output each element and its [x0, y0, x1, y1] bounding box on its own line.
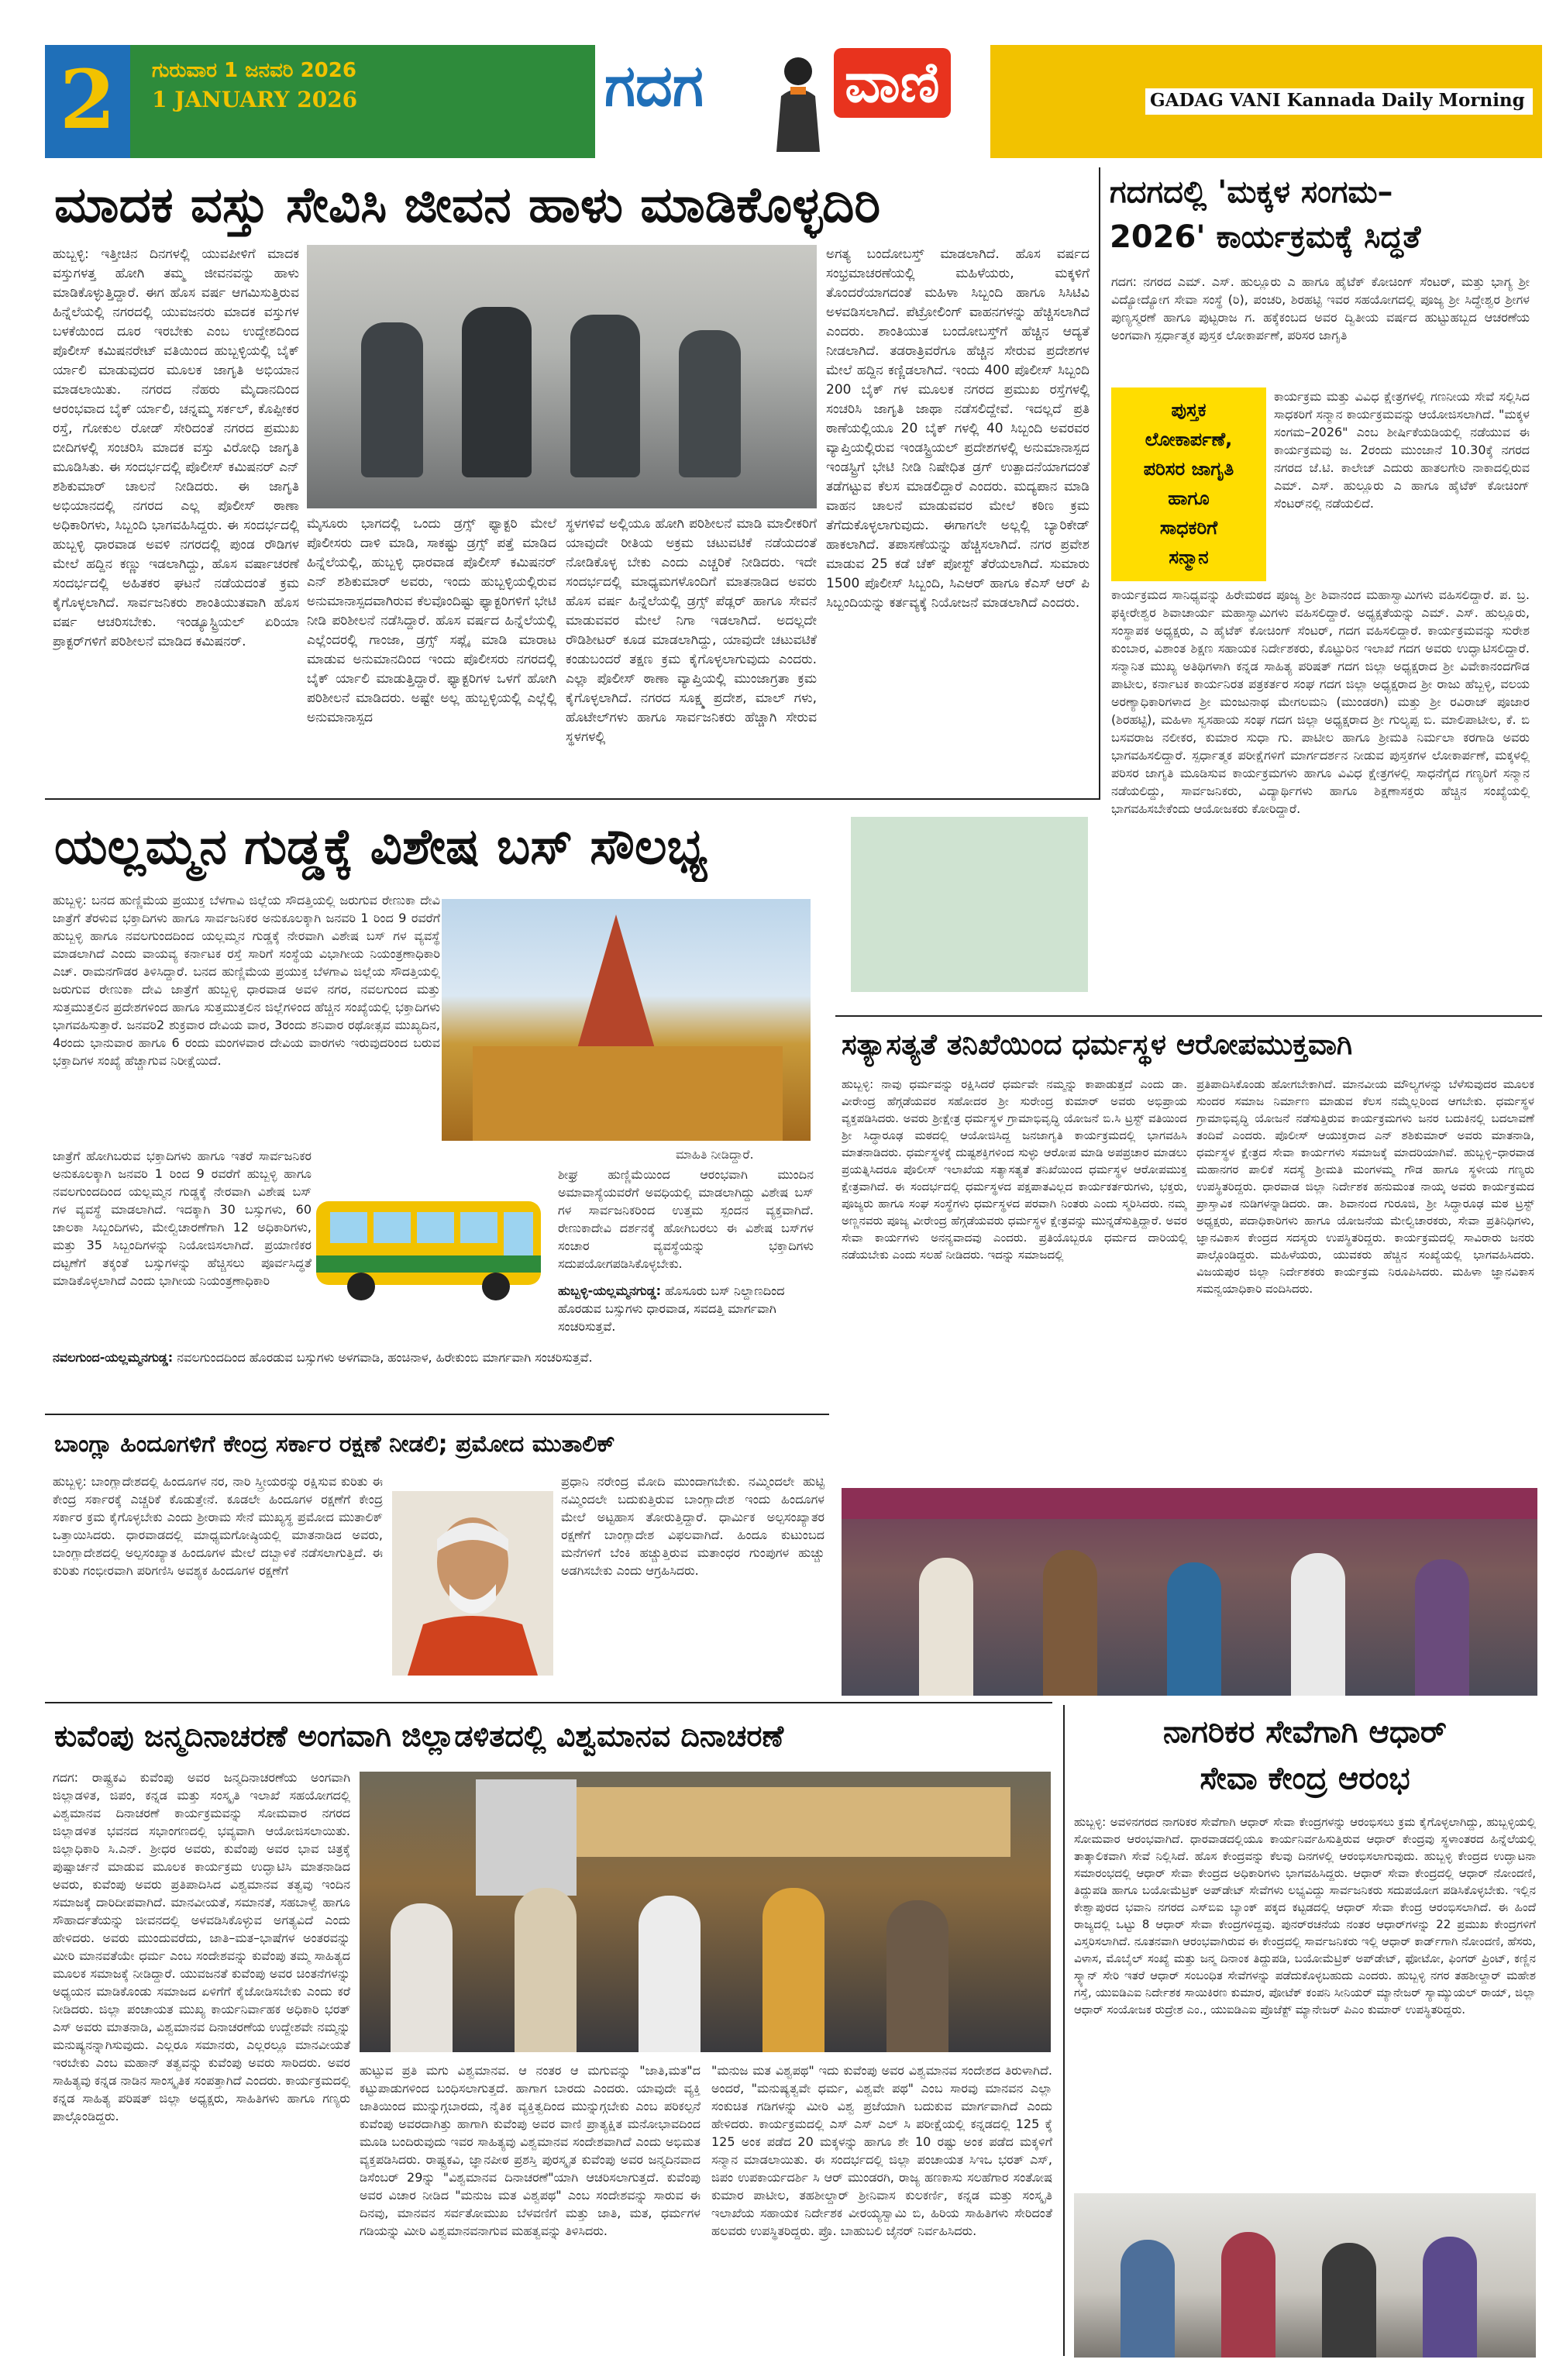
bus-illustration	[312, 1190, 549, 1308]
article5-portrait	[392, 1491, 553, 1676]
date-kannada: ಗುರುವಾರ 1 ಜನವರಿ 2026	[152, 59, 356, 82]
page-number-box	[45, 45, 130, 158]
article2-headline-line2: 2026' ಕಾರ್ಯಕ್ರಮಕ್ಕೆ ಸಿದ್ಧತೆ	[1110, 219, 1421, 255]
box-line: ಸಾಧಕರಿಗೆ	[1159, 517, 1218, 539]
person	[1415, 1559, 1469, 1696]
person	[1423, 2237, 1477, 2358]
bike-rider	[679, 330, 741, 477]
article1-headline: ಮಾದಕ ವಸ್ತು ಸೇವಿಸಿ ಜೀವನ ಹಾಳು ಮಾಡಿಕೊಳ್ಳದಿರಿ	[54, 177, 881, 234]
bike-rider	[570, 315, 640, 477]
section-rule	[45, 1702, 1052, 1703]
person	[1043, 1550, 1097, 1696]
article2-highlight-box	[1111, 387, 1266, 581]
article3-headline: ಯಲ್ಲಮ್ಮನ ಗುಡ್ಡಕ್ಕೆ ವಿಶೇಷ ಬಸ್ ಸೌಲಭ್ಯ	[54, 818, 708, 876]
article5-col1: ಹುಬ್ಬಳ್ಳಿ: ಬಾಂಗ್ಲಾದೇಶದಲ್ಲಿ ಹಿಂದೂಗಳ ನರ, ನಾರಿ ಸ್ತ್ರೀಯರನ್ನು ರಕ್ಷಿಸುವ ಕುರಿತು ಈ ಕೇಂದ್ರ ಸರ್ಕಾರಕ್ಕೆ ಎಚ್ಚರಿಕೆ ಕೊಡುತ್ತೇನೆ. ಕೂಡಲೇ ಹಿಂದೂಗಳ ರಕ್ಷಣೆಗೆ ಕೇಂದ್ರ ಸರ್ಕಾರ ಕ್ರಮ ಕೈಗೊಳ್ಳಬೇಕು ಎಂದು ಶ್ರೀರಾಮ ಸೇನೆ ಮುಖ್ಯಸ್ಥ ಪ್ರಮೋದ ಮುತಾಲಿಕ್ ಒತ್ತಾಯಿಸಿದರು. ಧಾರವಾಡದಲ್ಲಿ ಮಾಧ್ಯಮಗೋಷ್ಠಿಯಲ್ಲಿ ಮಾತನಾಡಿದ ಅವರು, ಬಾಂಗ್ಲಾದೇಶದಲ್ಲಿ ಅಲ್ಪಸಂಖ್ಯಾತ ಹಿಂದೂಗಳ ಮೇಲೆ ದಬ್ಬಾಳಿಕೆ ನಡೆಸಲಾಗುತ್ತಿದೆ. ಈ ಕುರಿತು ಗಂಭೀರವಾಗಿ ಪರಿಗಣಿಸಿ ಅವಶ್ಯಕ ಹಿಂದೂಗಳ ರಕ್ಷಣೆಗೆ	[53, 1474, 383, 1578]
article6-headline: ಕುವೆಂಪು ಜನ್ಮದಿನಾಚರಣೆ ಅಂಗವಾಗಿ ಜಿಲ್ಲಾಡಳಿತದಲ್ಲಿ ವಿಶ್ವಮಾನವ ದಿನಾಚರಣೆ	[54, 1719, 784, 1753]
paper-name: GADAG VANI Kannada Daily Morning	[1150, 90, 1525, 111]
route2-label: ನವಲಗುಂದ-ಯಲ್ಲಮ್ಮನಗುಡ್ಡ:	[53, 1350, 174, 1365]
article3-col1b: ಜಾತ್ರೆಗೆ ಹೋಗಿಬರುವ ಭಕ್ತಾದಿಗಳು ಹಾಗೂ ಇತರೆ ಸಾರ್ವಜನಿಕರ ಅನುಕೂಲಕ್ಕಾಗಿ ಜನವರಿ 1 ರಿಂದ 9 ರವರೆಗೆ ಹುಬ್ಬಳ್ಳಿ ಹಾಗೂ ನವಲಗುಂದದಿಂದ ಯಲ್ಲಮ್ಮನ ಗುಡ್ಡಕ್ಕೆ ನೇರವಾಗಿ ವಿಶೇಷ ಬಸ್ ಗಳ ವ್ಯವಸ್ಥೆ ಮಾಡಲಾಗಿದೆ. ಇದಕ್ಕಾಗಿ 30 ಬಸ್ಸುಗಳು, 60 ಚಾಲಕಾ ಸಿಬ್ಬಂದಿಗಳು, ಮೇಲ್ವಿಚಾರಣೆಗಾಗಿ 12 ಅಧಿಕಾರಿಗಳು, ಮತ್ತು 35 ಸಿಬ್ಬಂದಿಗಳನ್ನು ನಿಯೋಜಿಸಲಾಗಿದೆ. ಪ್ರಯಾಣಿಕರ ದಟ್ಟಣೆಗೆ ತಕ್ಕಂತೆ ಬಸ್ಸುಗಳನ್ನು ಹೆಚ್ಚಿಸಲು ಪೂರ್ವಸಿದ್ಧತೆ ಮಾಡಿಕೊಳ್ಳಲಾಗಿದೆ ಎಂದು ಭಾಗೀಯ ನಿಯಂತ್ರಣಾಧಿಕಾರಿ	[53, 1149, 312, 1288]
article4-photo	[842, 1488, 1537, 1696]
article4-col2: ಪ್ರತಿಪಾದಿಸಿಕೊಂಡು ಹೋಗಬೇಕಾಗಿದೆ. ಮಾನವೀಯ ಮೌಲ್ಯಗಳನ್ನು ಬೆಳೆಸುವುದರ ಮೂಲಕ ಸುಂದರ ಸಮಾಜ ನಿರ್ಮಾಣ ಮಾಡುವ ಕೆಲಸ ನಮ್ಮೆಲ್ಲರಿಂದ ಆಗಬೇಕು. ಧರ್ಮಸ್ಥಳ ಗ್ರಾಮಾಭಿವೃದ್ಧಿ ಯೋಜನೆ ನಡೆಸುತ್ತಿರುವ ಕಾರ್ಯಕ್ರಮಗಳು ಜನರ ಬದುಕಿನಲ್ಲಿ ಬದಲಾವಣೆ ತಂದಿವೆ ಎಂದರು. ಪೊಲೀಸ್ ಆಯುಕ್ತರಾದ ಎನ್ ಶಶಿಕುಮಾರ್ ಅವರು ಮಾತನಾಡಿ, ಧರ್ಮಸ್ಥಳ ಕ್ಷೇತ್ರದ ಸೇವಾ ಕಾರ್ಯಗಳು ಸಮಾಜಕ್ಕೆ ಮಾದರಿಯಾಗಿವೆ. ಹುಬ್ಬಳ್ಳಿ–ಧಾರವಾಡ ಮಹಾನಗರ ಪಾಲಿಕೆ ಸದಸ್ಯೆ ಶ್ರೀಮತಿ ಮಂಗಳಮ್ಮ ಗೌಡ ಹಾಗೂ ಸ್ಥಳೀಯ ಗಣ್ಯರು ಉಪಸ್ಥಿತರಿದ್ದರು. ಧಾರವಾಡ ಜಿಲ್ಲಾ ನಿರ್ದೇಶಕ ಹನುಮಂತ ನಾಯ್ಕ ಅವರು ಕಾರ್ಯಕ್ರಮದ ಪ್ರಾಸ್ತಾವಿಕ ನುಡಿಗಳನ್ನಾಡಿದರು. ಡಾ. ಶಿವಾನಂದ ಗುರೂಜಿ, ಶ್ರೀ ಸಿದ್ಧಾರೂಢ ಮಠ ಟ್ರಸ್ಟ್ ಅಧ್ಯಕ್ಷರು, ಪದಾಧಿಕಾರಿಗಳು ಹಾಗೂ ಯೋಜನೆಯ ಮೇಲ್ವಿಚಾರಕರು, ಸೇವಾ ಪ್ರತಿನಿಧಿಗಳು, ಜ್ಞಾನವಿಕಾಸ ಕೇಂದ್ರದ ಸದಸ್ಯರು ಉಪಸ್ಥಿತರಿದ್ದರು. ಕಾರ್ಯಕ್ರಮದಲ್ಲಿ ಸಾವಿರಾರು ಜನರು ಪಾಲ್ಗೊಂಡಿದ್ದರು. ಮಹಿಳೆಯರು, ಯುವಕರು ಹೆಚ್ಚಿನ ಸಂಖ್ಯೆಯಲ್ಲಿ ಭಾಗವಹಿಸಿದರು. ವಿಜಯಪುರ ಜಿಲ್ಲಾ ನಿರ್ದೇಶಕರು ಕಾರ್ಯಕ್ರಮ ನಿರೂಪಿಸಿದರು. ಮಹಿಳಾ ಜ್ಞಾನವಿಕಾಸ ಸಮನ್ವಯಾಧಿಕಾರಿ ವಂದಿಸಿದರು.	[1196, 1077, 1534, 1296]
masthead	[595, 45, 990, 158]
banner	[842, 1488, 1537, 1519]
article1-col2: ಮೈಸೂರು ಭಾಗದಲ್ಲಿ ಒಂದು ಡ್ರಗ್ಸ್ ಫ್ಯಾಕ್ಟರಿ ಮೇಲೆ ಪೊಲೀಸರು ದಾಳಿ ಮಾಡಿ, ಸಾಕಷ್ಟು ಡ್ರಗ್ಸ್ ಪತ್ತೆ ಮಾಡಿದ ಹಿನ್ನೆಲೆಯಲ್ಲಿ, ಹುಬ್ಬಳ್ಳಿ ಧಾರವಾಡ ಪೊಲೀಸ್ ಕಮಿಷನರ್ ಎನ್ ಶಶಿಕುಮಾರ್ ಅವರು, ಇಂದು ಹುಬ್ಬಳ್ಳಿಯಲ್ಲಿರುವ ಅನುಮಾನಾಸ್ಪದವಾಗಿರುವ ಕೆಲವೊಂದಿಷ್ಟು ಫ್ಯಾಕ್ಟರಿಗಳಿಗೆ ಭೇಟಿ ನೀಡಿ ಪರಿಶೀಲನೆ ನಡೆಸಿದ್ದಾರೆ. ಹೊಸ ವರ್ಷದ ಹಿನ್ನೆಲೆಯಲ್ಲಿ ಎಲ್ಲೆಂದರಲ್ಲಿ ಗಾಂಜಾ, ಡ್ರಗ್ಸ್ ಸಪ್ಲೈ ಮಾಡಿ ಮಾರಾಟ ಮಾಡುವ ಅನುಮಾನದಿಂದ ಇಂದು ಪೊಲೀಸರು ನಗರದಲ್ಲಿ ಬೈಕ್ ರ್ಯಾಲಿ ಮಾಡುತ್ತಿದ್ದಾರೆ. ಫ್ಯಾಕ್ಟರಿಗಳ ಒಳಗೆ ಹೋಗಿ ಪರಿಶೀಲನೆ ಮಾಡಿದರು. ಅಷ್ಟೇ ಅಲ್ಲ ಹುಬ್ಬಳ್ಳಿಯಲ್ಲಿ ಎಲ್ಲೆಲ್ಲಿ ಅನುಮಾನಾಸ್ಪದ	[307, 516, 556, 725]
masthead-left: ಗದಗ	[604, 53, 704, 119]
temple-tower	[573, 914, 659, 1062]
article3-col1: ಹುಬ್ಬಳ್ಳಿ: ಬನದ ಹುಣ್ಣಿಮೆಯ ಪ್ರಯುಕ್ತ ಬೆಳಗಾವಿ ಜಿಲ್ಲೆಯ ಸೌದತ್ತಿಯಲ್ಲಿ ಜರುಗುವ ರೇಣುಕಾ ದೇವಿ ಜಾತ್ರೆಗೆ ತೆರಳುವ ಭಕ್ತಾದಿಗಳು ಹಾಗೂ ಸಾರ್ವಜನಿಕರ ಅನುಕೂಲಕ್ಕಾಗಿ ಜನವರಿ 1 ರಿಂದ 9 ರವರೆಗೆ ಹುಬ್ಬಳ್ಳಿ ಹಾಗೂ ನವಲಗುಂದದಿಂದ ಯಲ್ಲಮ್ಮನ ಗುಡ್ಡಕ್ಕೆ ನೇರವಾಗಿ ವಿಶೇಷ ಬಸ್ ಗಳ ವ್ಯವಸ್ಥೆ ಮಾಡಲಾಗಿದೆ ಎಂದು ವಾಯವ್ಯ ಕರ್ನಾಟಕ ರಸ್ತೆ ಸಾರಿಗೆ ಸಂಸ್ಥೆಯ ವಿಭಾಗೀಯ ನಿಯಂತ್ರಣಾಧಿಕಾರಿ ಎಚ್. ರಾಮನಗೌಡರ ತಿಳಿಸಿದ್ದಾರೆ. ಬನದ ಹುಣ್ಣಿಮೆಯ ಪ್ರಯುಕ್ತ ಬೆಳಗಾವಿ ಜಿಲ್ಲೆಯ ಸೌದತ್ತಿಯಲ್ಲಿ ಜರುಗುವ ರೇಣುಕಾ ದೇವಿ ಜಾತ್ರೆಗೆ ಹುಬ್ಬಳ್ಳಿ ಧಾರವಾಡ ಅವಳಿ ನಗರ, ನವಲಗುಂದ ಮತ್ತು ಸುತ್ತಮುತ್ತಲಿನ ಪ್ರದೇಶಗಳಿಂದ ಹಾಗೂ ಸುತ್ತಮುತ್ತಲಿನ ಜಿಲ್ಲೆಗಳಿಂದ ಹೆಚ್ಚಿನ ಸಂಖ್ಯೆಯಲ್ಲಿ ಭಕ್ತಾದಿಗಳು ಭಾಗವಹಿಸುತ್ತಾರೆ. ಜನವರಿ2 ಶುಕ್ರವಾರ ದೇವಿಯ ವಾರ, 3ರಂದು ಶನಿವಾರ ರಥೋತ್ಸವ ಮುಖ್ಯದಿನ, 4ರಂದು ಭಾನುವಾರ ಹಾಗೂ 6 ರಂದು ಮಂಗಳವಾರ ದೇವಿಯ ವಾರಗಳು ಇರುವುದರಿಂದ ಬರುವ ಭಕ್ತಾದಿಗಳ ಸಂಖ್ಯೆ ಹೆಚ್ಚಾಗುವ ನಿರೀಕ್ಷೆಯಿದೆ.	[53, 893, 440, 1068]
article5-headline: ಬಾಂಗ್ಲಾ ಹಿಂದೂಗಳಿಗೆ ಕೇಂದ್ರ ಸರ್ಕಾರ ರಕ್ಷಣೆ ನೀಡಲಿ; ಪ್ರಮೋದ ಮುತಾಲಿಕ್	[54, 1431, 615, 1458]
portrait-frame	[476, 1779, 577, 1896]
person	[763, 1888, 824, 2052]
person	[919, 1558, 973, 1696]
article2-headline-line1: ಗದಗದಲ್ಲಿ 'ಮಕ್ಕಳ ಸಂಗಮ–	[1110, 174, 1393, 210]
article3-route2	[53, 1348, 814, 1387]
article6-photo	[360, 1772, 1051, 2052]
article1-photo	[307, 245, 817, 508]
article6-col3: "ಮನುಜ ಮತ ವಿಶ್ವಪಥ" ಇದು ಕುವೆಂಪು ಅವರ ವಿಶ್ವಮಾನವ ಸಂದೇಶದ ತಿರುಳಾಗಿದೆ. ಅಂದರೆ, "ಮನುಷ್ಯತ್ವವೇ ಧರ್ಮ, ವಿಶ್ವವೇ ಪಥ" ಎಂಬ ಸಾರವು ಮಾನವನ ಎಲ್ಲಾ ಸಂಕುಚಿತ ಗಡಿಗಳನ್ನು ಮೀರಿ ವಿಶ್ವ ಪ್ರಜೆಯಾಗಿ ಬದುಕುವ ಮಾರ್ಗವಾಗಿದೆ ಎಂದು ಹೇಳಿದರು. ಕಾರ್ಯಕ್ರಮದಲ್ಲಿ ಎಸ್ ಎಸ್ ಎಲ್ ಸಿ ಪರೀಕ್ಷೆಯಲ್ಲಿ ಕನ್ನಡದಲ್ಲಿ 125 ಕ್ಕೆ 125 ಅಂಕ ಪಡೆದ 20 ಮಕ್ಕಳನ್ನು ಹಾಗೂ ಶೇ 10 ರಷ್ಟು ಅಂಕ ಪಡೆದ ಮಕ್ಕಳಿಗೆ ಸನ್ಮಾನ ಮಾಡಲಾಯಿತು. ಈ ಸಂದರ್ಭದಲ್ಲಿ ಜಿಲ್ಲಾ ಪಂಚಾಯತ ಸಿಇಒ ಭರತ್ ಎಸ್, ಜಿಪಂ ಉಪಕಾರ್ಯದರ್ಶಿ ಸಿ ಆರ್ ಮುಂಡರಗಿ, ರಾಜ್ಯ ಹಣಕಾಸು ಸಲಹೆಗಾರ ಸಂತೋಷ ಕುಮಾರ ಪಾಟೀಲ, ತಹಶೀಲ್ದಾರ್ ಶ್ರೀನಿವಾಸ ಕುಲಕರ್ಣಿ, ಕನ್ನಡ ಮತ್ತು ಸಂಸ್ಕೃತಿ ಇಲಾಖೆಯ ಸಹಾಯಕ ನಿರ್ದೇಶಕ ವೀರಯ್ಯಸ್ವಾಮಿ ಬಿ, ಹಿರಿಯ ಸಾಹಿತಿಗಳು ಸೇರಿದಂತೆ ಹಲವರು ಉಪಸ್ಥಿತರಿದ್ದರು. ಪ್ರೊ. ಬಾಹುಬಲಿ ಜೈನರ್ ನಿರ್ವಹಿಸಿದರು.	[711, 2063, 1052, 2238]
paper-name-box	[990, 45, 1542, 158]
column-divider	[1063, 1705, 1065, 2356]
ad-placeholder	[851, 817, 1088, 992]
article3-temple-photo	[442, 899, 811, 1141]
page-header	[45, 45, 1542, 158]
box-line: ಪರಿಸರ ಜಾಗೃತಿ	[1143, 458, 1234, 480]
person	[391, 1903, 453, 2052]
masthead-right: ವಾಣಿ	[834, 48, 951, 118]
route1-label: ಹುಬ್ಬಳ್ಳಿ-ಯಲ್ಲಮ್ಮನಗುಡ್ಡ:	[558, 1283, 662, 1298]
box-line: ಪುಸ್ತಕ	[1171, 399, 1207, 421]
person	[1167, 1562, 1221, 1696]
article3-route1	[558, 1282, 814, 1339]
article1-col1: ಹುಬ್ಬಳ್ಳಿ: ಇತ್ತೀಚಿನ ದಿನಗಳಲ್ಲಿ ಯುವಪೀಳಿಗೆ ಮಾದಕ ವಸ್ತುಗಳತ್ತ ಹೋಗಿ ತಮ್ಮ ಜೀವನವನ್ನು ಹಾಳು ಮಾಡಿಕೊಳ್ಳುತ್ತಿದ್ದಾರೆ. ಈಗ ಹೊಸ ವರ್ಷ ಆಗಮಿಸುತ್ತಿರುವ ಹಿನ್ನೆಲೆಯಲ್ಲಿ ನಗರದಲ್ಲಿ ಯುವಜನರು ಮಾದಕ ವಸ್ತುಗಳ ಬಳಕೆಯಿಂದ ದೂರ ಇರಬೇಕು ಎಂಬ ಉದ್ದೇಶದಿಂದ ಪೊಲೀಸ್ ಕಮಿಷನರೇಟ್ ವತಿಯಿಂದ ಹುಬ್ಬಳ್ಳಿಯಲ್ಲಿ ಬೈಕ್ ರ್ಯಾಲಿ ಮಾಡುವುದರ ಮೂಲಕ ಜಾಗೃತಿ ಅಭಿಯಾನ ಮಾಡಲಾಯಿತು. ನಗರದ ನೆಹರು ಮೈದಾನದಿಂದ ಆರಂಭವಾದ ಬೈಕ್ ರ್ಯಾಲಿ, ಚನ್ನಮ್ಮ ಸರ್ಕಲ್, ಕೊಪ್ಪೀಕರ ರಸ್ತೆ, ಗೋಕುಲ ರೋಡ್ ಸೇರಿದಂತೆ ನಗರದ ಪ್ರಮುಖ ಬೀದಿಗಳಲ್ಲಿ ಸಂಚರಿಸಿ ಮಾದಕ ವಸ್ತು ವಿರೋಧಿ ಜಾಗೃತಿ ಮೂಡಿಸಿತು. ಈ ಸಂದರ್ಭದಲ್ಲಿ ಪೊಲೀಸ್ ಕಮಿಷನರ್ ಎನ್ ಶಶಿಕುಮಾರ್ ಚಾಲನೆ ನೀಡಿದರು. ಈ ಜಾಗೃತಿ ಅಭಿಯಾನದಲ್ಲಿ ನಗರದ ಎಲ್ಲ ಪೊಲೀಸ್ ಠಾಣಾ ಅಧಿಕಾರಿಗಳು, ಸಿಬ್ಬಂದಿ ಭಾಗವಹಿಸಿದ್ದರು. ಈ ಸಂದರ್ಭದಲ್ಲಿ ಹುಬ್ಬಳ್ಳಿ ಧಾರವಾಡ ಅವಳಿ ನಗರದಲ್ಲಿ ಪುಂಡ ರೌಡಿಗಳ ಮೇಲೆ ಹದ್ದಿನ ಕಣ್ಣು ಇಡಲಾಗಿದ್ದು, ಹೊಸ ವರ್ಷಾಚರಣೆ ಸಂದರ್ಭದಲ್ಲಿ ಅಹಿತಕರ ಘಟನೆ ನಡೆಯದಂತೆ ಕ್ರಮ ಕೈಗೊಳ್ಳಲಾಗಿದೆ. ಸಾರ್ವಜನಿಕರು ಶಾಂತಿಯುತವಾಗಿ ಹೊಸ ವರ್ಷ ಆಚರಿಸಬೇಕು. ಇಂಡ್ಯೂಸ್ಟ್ರಿಯಲ್ ಏರಿಯಾ ಪ್ರಾಕ್ಟರ್‌ಗಳಿಗೆ ಪರಿಶೀಲನೆ ಮಾಡಿದ ಕಮಿಷನರ್.	[53, 246, 299, 649]
article6-col1: ಗದಗ: ರಾಷ್ಟ್ರಕವಿ ಕುವೆಂಪು ಅವರ ಜನ್ಮದಿನಾಚರಣೆಯ ಅಂಗವಾಗಿ ಜಿಲ್ಲಾಡಳಿತ, ಜಿಪಂ, ಕನ್ನಡ ಮತ್ತು ಸಂಸ್ಕೃತಿ ಇಲಾಖೆ ಸಹಯೋಗದಲ್ಲಿ ವಿಶ್ವಮಾನವ ದಿನಾಚರಣೆ ಕಾರ್ಯಕ್ರಮವನ್ನು ಸೋಮವಾರ ನಗರದ ಜಿಲ್ಲಾಡಳಿತ ಭವನದ ಸಭಾಂಗಣದಲ್ಲಿ ಭವ್ಯವಾಗಿ ಆಯೋಜಿಸಲಾಯಿತು. ಜಿಲ್ಲಾಧಿಕಾರಿ ಸಿ.ಎನ್. ಶ್ರೀಧರ ಅವರು, ಕುವೆಂಪು ಅವರ ಭಾವ ಚಿತ್ರಕ್ಕೆ ಪುಷ್ಪಾರ್ಚನೆ ಮಾಡುವ ಮೂಲಕ ಕಾರ್ಯಕ್ರಮ ಉದ್ಘಾಟಿಸಿ ಮಾತನಾಡಿದ ಅವರು, ಕುವೆಂಪು ಅವರು ಪ್ರತಿಪಾದಿಸಿದ ವಿಶ್ವಮಾನವ ತತ್ವವು ಇಂದಿನ ಸಮಾಜಕ್ಕೆ ದಾರಿದೀಪವಾಗಿದೆ. ಮಾನವೀಯತೆ, ಸಮಾನತೆ, ಸಹಬಾಳ್ವೆ ಹಾಗೂ ಸೌಹಾರ್ದತೆಯನ್ನು ಜೀವನದಲ್ಲಿ ಅಳವಡಿಸಿಕೊಳ್ಳುವ ಅಗತ್ಯವಿದೆ ಎಂದು ಹೇಳಿದರು. ಅವರು ಮುಂದುವರೆದು, ಜಾತಿ–ಮತ–ಭಾಷೆಗಳ ಅಂತರವನ್ನು ಮೀರಿ ಮಾನವತೆಯೇ ಧರ್ಮ ಎಂಬ ಸಂದೇಶವನ್ನು ಕುವೆಂಪು ತಮ್ಮ ಸಾಹಿತ್ಯದ ಮೂಲಕ ಸಮಾಜಕ್ಕೆ ನೀಡಿದ್ದಾರೆ. ಯುವಜನತೆ ಕುವೆಂಪು ಅವರ ಚಿಂತನೆಗಳನ್ನು ಅಧ್ಯಯನ ಮಾಡಿಕೊಂಡು ಸಮಾಜದ ಏಳಿಗೆಗೆ ಕೈಜೋಡಿಸಬೇಕು ಎಂದು ಕರೆ ನೀಡಿದರು. ಜಿಲ್ಲಾ ಪಂಚಾಯತ ಮುಖ್ಯ ಕಾರ್ಯನಿರ್ವಾಹಕ ಅಧಿಕಾರಿ ಭರತ್ ಎಸ್ ಅವರು ಮಾತನಾಡಿ, ವಿಶ್ವಮಾನವ ದಿನಾಚರಣೆಯ ಉದ್ದೇಶವೇ ನಮ್ಮನ್ನು ಮನುಷ್ಯನನ್ನಾಗಿಸುವುದು. ಎಲ್ಲರೂ ಸಮಾನರು, ಎಲ್ಲರಲ್ಲೂ ಮಾನವೀಯತೆ ಇರಬೇಕು ಎಂಬ ಮಹಾನ್ ತತ್ವವನ್ನು ಕುವೆಂಪು ಅವರು ಸಾರಿದರು. ಅವರ ಸಾಹಿತ್ಯವು ಕನ್ನಡ ನಾಡಿನ ಸಾಂಸ್ಕೃತಿಕ ಸಂಪತ್ತಾಗಿದೆ ಎಂದರು. ಕಾರ್ಯಕ್ರಮದಲ್ಲಿ ಕನ್ನಡ ಸಾಹಿತ್ಯ ಪರಿಷತ್ ಜಿಲ್ಲಾ ಅಧ್ಯಕ್ಷರು, ಸಾಹಿತಿಗಳು ಹಾಗೂ ಗಣ್ಯರು ಪಾಲ್ಗೊಂಡಿದ್ದರು.	[53, 1770, 350, 2123]
banner	[577, 1787, 1010, 1857]
portrait-icon	[392, 1491, 553, 1676]
article3-photo-caption: ಮಾಹಿತಿ ನೀಡಿದ್ದಾರೆ.	[676, 1147, 754, 1162]
article4-headline: ಸತ್ಯಾಸತ್ಯತೆ ತನಿಖೆಯಿಂದ ಧರ್ಮಸ್ಥಳ ಆರೋಪಮುಕ್ತವಾಗಿ	[842, 1028, 1353, 1061]
box-line: ಹಾಗೂ	[1168, 487, 1210, 509]
bike-rider	[361, 322, 423, 477]
article2-body: ಕಾರ್ಯಕ್ರಮದ ಸಾನಿಧ್ಯವನ್ನು ಹಿರೇಮಠದ ಪೂಜ್ಯ ಶ್ರೀ ಶಿವಾನಂದ ಮಹಾಸ್ವಾಮಿಗಳು ವಹಿಸಲಿದ್ದಾರೆ. ಪ. ಬ್ರ. ಫಕ್ಕೀರೇಶ್ವರ ಶಿವಾಚಾರ್ಯ ಮಹಾಸ್ವಾಮಿಗಳು ವಹಿಸಲಿದ್ದಾರೆ. ಅಧ್ಯಕ್ಷತೆಯನ್ನು ಎಮ್. ಎಸ್. ಹುಲ್ಲೂರು, ಸಂಸ್ಥಾಪಕ ಅಧ್ಯಕ್ಷರು, ಎ ಹೈಟೆಕ್ ಕೋಚಿಂಗ್ ಸೆಂಟರ್, ಗದಗ ವಹಿಸಲಿದ್ದಾರೆ. ಕಾರ್ಯಕ್ರಮವನ್ನು ಸುರೇಶ ಕುಂಬಾರ, ವಿಶಾಂತ ಶಿಕ್ಷಣ ಸಹಾಯಕ ನಿರ್ದೇಶಕರು, ಕೊಟ್ಟುರಿನ ಇಲಾಖೆ ಗದಗ ಅವರು ಉದ್ಘಾಟಿಸಲಿದ್ದಾರೆ. ಸನ್ಮಾನಿತ ಮುಖ್ಯ ಅತಿಥಿಗಳಾಗಿ ಕನ್ನಡ ಸಾಹಿತ್ಯ ಪರಿಷತ್ ಗದಗ ಜಿಲ್ಲಾ ಅಧ್ಯಕ್ಷರಾದ ಶ್ರೀ ವಿವೇಕಾನಂದಗೌಡ ಪಾಟೀಲ, ಕರ್ನಾಟಕ ಕಾರ್ಯನಿರತ ಪತ್ರಕರ್ತರ ಸಂಘ ಗದಗ ಜಿಲ್ಲಾ ಅಧ್ಯಕ್ಷರಾದ ಶ್ರೀ ರಾಜು ಹೆಬ್ಬಳ್ಳಿ, ವಲಯ ಅರಣ್ಯಾಧಿಕಾರಿಗಳಾದ ಶ್ರೀ ಮಂಜುನಾಥ ಮೇಗಲಮನಿ (ಮುಂಡರಗಿ) ಮತ್ತು ಶ್ರೀ ರವಿರಾಜ್ ಪೂಜಾರ (ಶಿರಹಟ್ಟಿ), ಮಹಿಳಾ ಸ್ವಸಹಾಯ ಸಂಘ ಗದಗ ಜಿಲ್ಲಾ ಅಧ್ಯಕ್ಷರಾದ ಶ್ರೀ ಗುಲ್ಯಪ್ಪ ಬಿ. ಮಾಲಿಪಾಟೀಲ, ಕೆ. ಬಿ ಬಸವರಾಜ ನಲೀಕರ, ಕುಮಾರ ಸುಧಾ ಗು. ಪಾಟೀಲ ಹಾಗೂ ಶ್ರೀಮತಿ ನಿರ್ಮಲಾ ಕರಗಾಡಿ ಅವರು ಭಾಗವಹಿಸಲಿದ್ದಾರೆ. ಸ್ಪರ್ಧಾತ್ಮಕ ಪರೀಕ್ಷೆಗಳಿಗೆ ಮಾರ್ಗದರ್ಶನ ನೀಡುವ ಪುಸ್ತಕಗಳ ಲೋಕಾರ್ಪಣೆ, ಮಕ್ಕಳಲ್ಲಿ ಪರಿಸರ ಜಾಗೃತಿ ಮೂಡಿಸುವ ಕಾರ್ಯಕ್ರಮಗಳು ಹಾಗೂ ವಿವಿಧ ಕ್ಷೇತ್ರಗಳಲ್ಲಿ ಸಾಧನೆಗೈದ ಗಣ್ಯರಿಗೆ ಸನ್ಮಾನ ನಡೆಯಲಿದ್ದು, ಸಾರ್ವಜನಿಕರು, ವಿದ್ಯಾರ್ಥಿಗಳು ಹಾಗೂ ಶಿಕ್ಷಣಾಸಕ್ತರು ಹೆಚ್ಚಿನ ಸಂಖ್ಯೆಯಲ್ಲಿ ಭಾಗವಹಿಸಬೇಕೆಂದು ಆಯೋಜಕರು ಕೋರಿದ್ದಾರೆ.	[1111, 587, 1530, 816]
date-box	[130, 45, 595, 158]
section-rule	[45, 798, 1100, 800]
person	[886, 1900, 948, 2052]
article2-intro: ಗದಗ: ನಗರದ ಎಮ್. ಎಸ್. ಹುಲ್ಲೂರು ಎ ಹಾಗೂ ಹೈಟೆಕ್ ಕೋಚಿಂಗ್ ಸೆಂಟರ್, ಮತ್ತು ಭಾಗ್ಯ ಶ್ರೀ ವಿದ್ಯೋದ್ಯೋಗ ಸೇವಾ ಸಂಸ್ಥೆ (ರಿ), ಪಂಚರಿ, ಶಿರಹಟ್ಟಿ ಇವರ ಸಹಯೋಗದಲ್ಲಿ ಪೂಜ್ಯ ಶ್ರೀ ಸಿದ್ಧೇಶ್ವರ ಶ್ರೀಗಳ ಪುಣ್ಯಸ್ಮರಣೆ ಹಾಗೂ ಪುಟ್ಟರಾಜ ಗ. ಹಕ್ಕೆಕಂಬದ ಅವರ ದ್ವಿತೀಯ ವರ್ಷದ ಹುಟ್ಟುಹಬ್ಬದ ಆಚರಣೆಯ ಅಂಗವಾಗಿ ಸ್ಪರ್ಧಾತ್ಮಕ ಪುಸ್ತಕ ಲೋಕಾರ್ಪಣೆ, ಪರಿಸರ ಜಾಗೃತಿ	[1111, 274, 1530, 343]
article7-headline-line2: ಸೇವಾ ಕೇಂದ್ರ ಆರಂಭ	[1200, 1761, 1410, 1796]
column-divider	[1099, 167, 1100, 800]
person	[515, 1888, 577, 2052]
article7-photo	[1074, 2193, 1536, 2358]
article4-col1: ಹುಬ್ಬಳ್ಳಿ: ನಾವು ಧರ್ಮವನ್ನು ರಕ್ಷಿಸಿದರೆ ಧರ್ಮವೇ ನಮ್ಮನ್ನು ಕಾಪಾಡುತ್ತದೆ ಎಂದು ಡಾ. ವೀರೇಂದ್ರ ಹೆಗ್ಗಡೆಯವರ ಸಹೋದರ ಶ್ರೀ ಸುರೇಂದ್ರ ಕುಮಾರ್ ಅವರು ಅಭಿಪ್ರಾಯ ವ್ಯಕ್ತಪಡಿಸಿದರು. ಅವರು ಶ್ರೀಕ್ಷೇತ್ರ ಧರ್ಮಸ್ಥಳ ಗ್ರಾಮಾಭಿವೃದ್ಧಿ ಯೋಜನೆ ಬಿ.ಸಿ ಟ್ರಸ್ಟ್ ವತಿಯಿಂದ ಶ್ರೀ ಸಿದ್ಧಾರೂಢ ಮಠದಲ್ಲಿ ಆಯೋಜಿಸಿದ್ದ ಜನಜಾಗೃತಿ ಕಾರ್ಯಕ್ರಮದಲ್ಲಿ ಭಾಗವಹಿಸಿ ಮಾತನಾಡಿದರು. ಧರ್ಮಸ್ಥಳಕ್ಕೆ ದುಷ್ಟಶಕ್ತಿಗಳಿಂದ ಸುಳ್ಳು ಆರೋಪ ಮಾಡಿ ಅಪಪ್ರಚಾರ ಮಾಡಲು ಪ್ರಯತ್ನಿಸಿದರೂ ಪೊಲೀಸ್ ಇಲಾಖೆಯ ಸತ್ಯಾಸತ್ಯತೆ ತನಿಖೆಯಿಂದ ಧರ್ಮಸ್ಥಳ ಆರೋಪಮುಕ್ತ ಕ್ಷೇತ್ರವಾಗಿದೆ. ಈ ಸಂದರ್ಭದಲ್ಲಿ ಧರ್ಮಸ್ಥಳದ ಪಕ್ಷಪಾತವಿಲ್ಲದ ಕಾರ್ಯಕರ್ತರುಗಳು, ಭಕ್ತರು, ಪೂಜ್ಯರು ಹಾಗೂ ಸಂಘ ಸಂಸ್ಥೆಗಳು ಧರ್ಮಸ್ಥಳದ ಪರವಾಗಿ ನಿಂತರು ಎಂದು ಸ್ಮರಿಸಿದರು. ನಮ್ಮ ಅಣ್ಣನವರು ಪೂಜ್ಯ ವೀರೇಂದ್ರ ಹೆಗ್ಗಡೆಯವರು ಧರ್ಮಸ್ಥಳ ಕ್ಷೇತ್ರವನ್ನು ಮುನ್ನಡೆಸುತ್ತಿದ್ದಾರೆ. ಅವರ ಸೇವಾ ಕಾರ್ಯಗಳು ಅನನ್ಯವಾದವು ಎಂದರು. ಪ್ರತಿಯೊಬ್ಬರೂ ಧರ್ಮದ ದಾರಿಯಲ್ಲಿ ನಡೆಯಬೇಕು ಎಂದು ಸಲಹೆ ನೀಡಿದರು. ಇದನ್ನು ಸಮಾಜದಲ್ಲಿ	[842, 1077, 1187, 1262]
box-line: ಸನ್ಮಾನ	[1169, 546, 1209, 568]
bike-rider	[462, 307, 532, 477]
article6-col2: ಹುಟ್ಟುವ ಪ್ರತಿ ಮಗು ವಿಶ್ವಮಾನವ. ಆ ನಂತರ ಆ ಮಗುವನ್ನು "ಜಾತಿ,ಮತ"ದ ಕಟ್ಟುಪಾಡುಗಳಿಂದ ಬಂಧಿಸಲಾಗುತ್ತದೆ. ಹಾಗಾಗ ಬಾರದು ಎಂದರು. ಯಾವುದೇ ವ್ಯಕ್ತಿ ಜಾತಿಯಿಂದ ಮುನ್ನುಗ್ಗಬಾರದು, ನೈತಿಕ ವ್ಯಕ್ತಿತ್ವದಿಂದ ಮುನ್ನುಗ್ಗಬೇಕು ಎಂಬ ಪರಿಕಲ್ಪನೆ ಕುವೆಂಪು ಅವರದಾಗಿತ್ತು ಹಾಗಾಗಿ ಕುವೆಂಪು ಅವರ ವಾಣಿ ಪ್ರಾತ್ಯಕ್ಷಿತ ಮನೋಭಾವದಿಂದ ಮೂಡಿ ಬಂದಿರುವುದು ಇವರ ಸಾಹಿತ್ಯವು ವಿಶ್ವಮಾನವ ಸಂದೇಶವಾಗಿದೆ ಎಂದು ಅಭಿಮತ ವ್ಯಕ್ತಪಡಿಸಿದರು. ರಾಷ್ಟ್ರಕವಿ, ಜ್ಞಾನಪೀಠ ಪ್ರಶಸ್ತಿ ಪುರಸ್ಕೃತ ಕುವೆಂಪು ಅವರ ಜನ್ಮದಿನವಾದ ಡಿಸೆಂಬರ್ 29ನ್ನು "ವಿಶ್ವಮಾನವ ದಿನಾಚರಣೆ"ಯಾಗಿ ಆಚರಿಸಲಾಗುತ್ತದೆ. ಕುವೆಂಪು ಅವರ ವಿಚಾರ ನೀಡಿದ "ಮನುಜ ಮತ ವಿಶ್ವಪಥ" ಎಂಬ ಸಂದೇಶವನ್ನು ಸಾರುವ ಈ ದಿನವು, ಮಾನವನ ಸರ್ವತೋಮುಖ ಬೆಳವಣಿಗೆ ಮತ್ತು ಜಾತಿ, ಮತ, ಧರ್ಮಗಳ ಗಡಿಯನ್ನು ಮೀರಿ ವಿಶ್ವಮಾನವನಾಗುವ ಮಹತ್ವವನ್ನು ತಿಳಿಸಿದರು.	[360, 2063, 701, 2238]
person	[1121, 2240, 1175, 2358]
person	[639, 1896, 701, 2052]
box-line: ಲೋಕಾರ್ಪಣೆ,	[1145, 429, 1233, 450]
article7-headline-line1: ನಾಗರಿಕರ ಸೇವೆಗಾಗಿ ಆಧಾರ್	[1163, 1714, 1447, 1750]
section-rule	[835, 1015, 1542, 1017]
article2-side-text: ಕಾರ್ಯಕ್ರಮ ಮತ್ತು ವಿವಿಧ ಕ್ಷೇತ್ರಗಳಲ್ಲಿ ಗಣನೀಯ ಸೇವೆ ಸಲ್ಲಿಸಿದ ಸಾಧಕರಿಗೆ ಸನ್ಮಾನ ಕಾರ್ಯಕ್ರಮವನ್ನು ಆಯೋಜಿಸಲಾಗಿದೆ. "ಮಕ್ಕಳ ಸಂಗಮ–2026" ಎಂಬ ಶೀರ್ಷಿಕೆಯಡಿಯಲ್ಲಿ ನಡೆಯುವ ಈ ಕಾರ್ಯಕ್ರಮವು ಜ. 2ರಂದು ಮುಂಜಾನೆ 10.30ಕ್ಕೆ ನಗರದ ನಗರದ ಜೆ.ಟಿ. ಕಾಲೇಜ್ ಎದುರು ಹಾತಲಗೇರಿ ನಾಕಾದಲ್ಲಿರುವ ಎಮ್. ಎಸ್. ಹುಲ್ಲೂರು ಎ ಹಾಗೂ ಹೈಟೆಕ್ ಕೋಚಿಂಗ್ ಸೆಂಟರ್‌ನಲ್ಲಿ ನಡೆಯಲಿದೆ.	[1274, 389, 1530, 511]
article1-col3: ಸ್ಥಳಗಳಿವೆ ಅಲ್ಲಿಯೂ ಹೋಗಿ ಪರಿಶೀಲನೆ ಮಾಡಿ ಮಾಲೀಕರಿಗೆ ಯಾವುದೇ ರೀತಿಯ ಅಕ್ರಮ ಚಟುವಟಿಕೆ ನಡೆಯದಂತೆ ನೋಡಿಕೊಳ್ಳ ಬೇಕು ಎಂದು ಎಚ್ಚರಿಕೆ ನೀಡಿದರು. ಇದೇ ಸಂದರ್ಭದಲ್ಲಿ ಮಾಧ್ಯಮಗಳೊಂದಿಗೆ ಮಾತನಾಡಿದ ಅವರು ಹೊಸ ವರ್ಷ ಹಿನ್ನೆಲೆಯಲ್ಲಿ ಡ್ರಗ್ಸ್ ಪೆಡ್ಲರ್ ಹಾಗೂ ಸೇವನೆ ಮಾಡುವವರ ಮೇಲೆ ನಿಗಾ ಇಡಲಾಗಿದೆ. ಅದಲ್ಲದೇ ರೌಡಿಶೀಟರ್ ಕೂಡ ಮಾಡಲಾಗಿದ್ದು, ಯಾವುದೇ ಚಟುವಟಿಕೆ ಕಂಡುಬಂದರೆ ತಕ್ಷಣ ಕ್ರಮ ಕೈಗೊಳ್ಳಲಾಗುವುದು ಎಂದರು. ಎಲ್ಲಾ ಪೊಲೀಸ್ ಠಾಣಾ ವ್ಯಾಪ್ತಿಯಲ್ಲಿ ಮುಂಜಾಗ್ರತಾ ಕ್ರಮ ಕೈಗೊಳ್ಳಲಾಗಿದೆ. ನಗರದ ಸೂಕ್ಷ್ಮ ಪ್ರದೇಶ, ಮಾಲ್ ಗಳು, ಹೊಟೇಲ್‌ಗಳು ಹಾಗೂ ಸಾರ್ವಜನಿಕರು ಹೆಚ್ಚಾಗಿ ಸೇರುವ ಸ್ಥಳಗಳಲ್ಲಿ	[566, 516, 817, 745]
person	[1322, 2243, 1376, 2358]
article5-col2: ಪ್ರಧಾನಿ ನರೇಂದ್ರ ಮೋದಿ ಮುಂದಾಗಬೇಕು. ನಮ್ಮಿಂದಲೇ ಹುಟ್ಟಿ ನಮ್ಮಿಂದಲೇ ಬದುಕುತ್ತಿರುವ ಬಾಂಗ್ಲಾದೇಶ ಇಂದು ಹಿಂದೂಗಳ ಮೇಲೆ ಅಟ್ಟಹಾಸ ತೋರುತ್ತಿದ್ದಾರೆ. ಧಾರ್ಮಿಕ ಅಲ್ಪಸಂಖ್ಯಾತರ ರಕ್ಷಣೆಗೆ ಬಾಂಗ್ಲಾದೇಶ ವಿಫಲವಾಗಿದೆ. ಹಿಂದೂ ಕುಟುಂಬದ ಮನೆಗಳಿಗೆ ಬೆಂಕಿ ಹಚ್ಚುತ್ತಿರುವ ಮತಾಂಧರ ಗುಂಪುಗಳ ಹುಚ್ಚು ಅಡಗಿಸಬೇಕು ಎಂದು ಆಗ್ರಹಿಸಿದರು.	[561, 1474, 824, 1578]
article1-col4: ಅಗತ್ಯ ಬಂದೋಬಸ್ತ್ ಮಾಡಲಾಗಿದೆ. ಹೊಸ ವರ್ಷದ ಸಂಭ್ರಮಾಚರಣೆಯಲ್ಲಿ ಮಹಿಳೆಯರು, ಮಕ್ಕಳಿಗೆ ತೊಂದರೆಯಾಗದಂತೆ ಮಹಿಳಾ ಸಿಬ್ಬಂದಿ ಹಾಗೂ ಸಿಸಿಟಿವಿ ಅಳವಡಿಸಲಾಗಿದೆ. ಪೆಟ್ರೋಲಿಂಗ್ ವಾಹನಗಳನ್ನು ಹೆಚ್ಚಿಸಲಾಗಿದೆ ಎಂದರು. ಶಾಂತಿಯುತ ಬಂದೋಬಸ್ತ್‌ಗೆ ಹೆಚ್ಚಿನ ಆದ್ಯತೆ ನೀಡಲಾಗಿದೆ. ತಡರಾತ್ರಿವರೆಗೂ ಹೆಚ್ಚಿನ ಸೇರುವ ಪ್ರದೇಶಗಳ ಮೇಲೆ ಹದ್ದಿನ ಕಣ್ಣಿಡಲಾಗಿದೆ. ಇಂದು 400 ಪೊಲೀಸ್ ಸಿಬ್ಬಂದಿ 200 ಬೈಕ್ ಗಳ ಮೂಲಕ ನಗರದ ಪ್ರಮುಖ ರಸ್ತೆಗಳಲ್ಲಿ ಸಂಚರಿಸಿ ಜಾಗೃತಿ ಜಾಥಾ ನಡೆಸಲಿದ್ದೇವೆ. ಇದಲ್ಲದೆ ಪ್ರತಿ ಠಾಣೆಯಲ್ಲಿಯೂ 20 ಬೈಕ್ ಗಳಲ್ಲಿ 40 ಸಿಬ್ಬಂದಿ ಅವರವರ ವ್ಯಾಪ್ತಿಯಲ್ಲಿರುವ ಇಂಡಸ್ಟ್ರಿಯಲ್ ಪ್ರದೇಶಗಳಲ್ಲಿ ಅನುಮಾನಾಸ್ಪದ ಇಂಡಸ್ಟ್ರಿಗೆ ಭೇಟಿ ನೀಡಿ ನಿಷೇಧಿತ ಡ್ರಗ್ ಉತ್ಪಾದನೆಯಾಗದಂತೆ ತಡೆಗಟ್ಟುವ ಕೆಲಸ ಮಾಡಲಿದ್ದಾರೆ ಎಂದರು. ಮದ್ಯಪಾನ ಮಾಡಿ ವಾಹನ ಚಾಲನೆ ಮಾಡುವವರ ಮೇಲೆ ಕಠಿಣ ಕ್ರಮ ತೆಗೆದುಕೊಳ್ಳಲಾಗುವುದು. ಈಗಾಗಲೇ ಅಲ್ಲಲ್ಲಿ ಬ್ಯಾರಿಕೇಡ್ ಹಾಕಲಾಗಿದೆ. ತಪಾಸಣೆಯನ್ನು ಹೆಚ್ಚಿಸಲಾಗಿದೆ. ನಗರ ಪ್ರವೇಶ ಮಾಡುವ 25 ಕಡೆ ಚೆಕ್ ಪೋಸ್ಟ್ ತೆರೆಯಲಾಗಿದೆ. ಸುಮಾರು 1500 ಪೊಲೀಸ್ ಸಿಬ್ಬಂದಿ, ಸಿಎಆರ್ ಹಾಗೂ ಕೆಎಸ್ ಆರ್ ಪಿ ಸಿಬ್ಬಂದಿಯನ್ನು ಕರ್ತವ್ಯಕ್ಕೆ ನಿಯೋಜನೆ ಮಾಡಲಾಗಿದೆ ಎಂದರು.	[826, 246, 1090, 611]
person	[1221, 2232, 1275, 2358]
route1-text: ಹೊಸೂರು ಬಸ್ ನಿಲ್ದಾಣದಿಂದ ಹೊರಡುವ ಬಸ್ಸುಗಳು ಧಾರವಾಡ, ಸವದತ್ತಿ ಮಾರ್ಗವಾಗಿ ಸಂಚರಿಸುತ್ತವೆ.	[558, 1283, 785, 1334]
temple-base	[473, 1046, 783, 1141]
page-number: 2	[59, 52, 116, 147]
portrait-icon	[770, 51, 826, 152]
article3-col2: ಶೀಘ್ರ ಹುಣ್ಣಿಮೆಯಿಂದ ಆರಂಭವಾಗಿ ಮುಂದಿನ ಅಮಾವಾಸ್ಯೆಯವರೆಗೆ ಅವಧಿಯಲ್ಲಿ ಮಾಡಲಾಗಿದ್ದು ವಿಶೇಷ ಬಸ್ ಗಳ ಸಾರ್ವಜನಿಕರಿಂದ ಉತ್ತಮ ಸ್ಪಂದನ ವ್ಯಕ್ತವಾಗಿದೆ. ರೇಣುಕಾದೇವಿ ದರ್ಶನಕ್ಕೆ ಹೋಗಿಬರಲು ಈ ವಿಶೇಷ ಬಸ್‌ಗಳ ಸಂಚಾರ ವ್ಯವಸ್ಥೆಯನ್ನು ಭಕ್ತಾದಿಗಳು ಸದುಪಯೋಗಪಡಿಸಿಕೊಳ್ಳಬೇಕು.	[558, 1167, 814, 1271]
section-rule	[45, 1414, 829, 1415]
person	[1291, 1553, 1345, 1696]
article7-body: ಹುಬ್ಬಳ್ಳಿ: ಅವಳಿನಗರದ ನಾಗರಿಕರ ಸೇವೆಗಾಗಿ ಆಧಾರ್ ಸೇವಾ ಕೇಂದ್ರಗಳನ್ನು ಆರಂಭಿಸಲು ಕ್ರಮ ಕೈಗೊಳ್ಳಲಾಗಿದ್ದು, ಹುಬ್ಬಳ್ಳಿಯಲ್ಲಿ ಸೋಮವಾರ ಆರಂಭವಾಗಿದೆ. ಧಾರವಾಡದಲ್ಲಿಯೂ ಕಾರ್ಯನಿರ್ವಹಿಸುತ್ತಿರುವ ಆಧಾರ್ ಕೇಂದ್ರವು ಸ್ಥಳಾಂತರದ ಹಿನ್ನೆಲೆಯಲ್ಲಿ ತಾತ್ಕಾಲಿಕವಾಗಿ ಸೇವೆ ನಿಲ್ಲಿಸಿದೆ. ಹೊಸ ಕೇಂದ್ರವನ್ನು ಕೆಲವು ದಿನಗಳಲ್ಲಿ ಆರಂಭಿಸಲಾಗುವುದು. ಹುಬ್ಬಳ್ಳಿ ಕೇಂದ್ರದ ಉದ್ಘಾಟನಾ ಸಮಾರಂಭದಲ್ಲಿ ಆಧಾರ್ ಸೇವಾ ಕೇಂದ್ರದ ಅಧಿಕಾರಿಗಳು ಭಾಗವಹಿಸಿದ್ದರು. ಆಧಾರ್ ಸೇವಾ ಕೇಂದ್ರದಲ್ಲಿ ಆಧಾರ್ ನೋಂದಣಿ, ತಿದ್ದುಪಡಿ ಹಾಗೂ ಬಯೋಮೆಟ್ರಿಕ್ ಅಪ್‌ಡೇಟ್ ಸೇವೆಗಳು ಲಭ್ಯವಿದ್ದು ಸಾರ್ವಜನಿಕರು ಸದುಪಯೋಗ ಪಡಿಸಿಕೊಳ್ಳಬೇಕು. ಇಲ್ಲಿನ ಕೇಶ್ವಾಪುರದ ಭವಾನಿ ನಗರದ ಎಸ್‌ಬಿಐ ಬ್ಯಾಂಕ್ ಪಕ್ಕದ ಕಟ್ಟಡದಲ್ಲಿ ಆಧಾರ್ ಸೇವಾ ಕೇಂದ್ರ ಆರಂಭಿಸಲಾಗಿದೆ. ಈ ಹಿಂದೆ ರಾಜ್ಯದಲ್ಲಿ ಒಟ್ಟು 8 ಆಧಾರ್ ಸೇವಾ ಕೇಂದ್ರಗಳಿದ್ದವು. ಪುನರ್‌ರಚನೆಯ ನಂತರ ಆಧಾರ್‌ಗಳನ್ನು 22 ಪ್ರಮುಖ ಕೇಂದ್ರಗಳಿಗೆ ವಿಸ್ತರಿಸಲಾಗಿದೆ. ನೂತನವಾಗಿ ಆರಂಭವಾಗಿರುವ ಈ ಕೇಂದ್ರದಲ್ಲಿ ಸಾರ್ವಜನಿಕರು ಇಲ್ಲಿ ಆಧಾರ್ ಕಾರ್ಡ್‌ಗಾಗಿ ನೋಂದಣಿ, ಹೆಸರು, ವಿಳಾಸ, ಮೊಬೈಲ್ ಸಂಖ್ಯೆ ಮತ್ತು ಜನ್ಮ ದಿನಾಂಕ ತಿದ್ದುಪಡಿ, ಬಯೋಮೆಟ್ರಿಕ್ ಅಪ್‌ಡೇಟ್, ಫೋಟೋ, ಫಿಂಗರ್ ಪ್ರಿಂಟ್, ಕಣ್ಣಿನ ಸ್ಕ್ಯಾನ್ ಸೇರಿ ಇತರೆ ಆಧಾರ್ ಸಂಬಂಧಿತ ಸೇವೆಗಳನ್ನು ಪಡೆದುಕೊಳ್ಳಬಹುದು ಎಂದರು. ಹುಬ್ಬಳ್ಳಿ ನಗರ ತಹಶೀಲ್ದಾರ್ ಮಹೇಶ ಗಸ್ತೆ, ಯುಐಡಿಎಐ ನಿರ್ದೇಶಕ ಸಾಯಿಕಿರಣ ಕುಮಾರ, ಪೋಟೆಕ್ ಕಂಪನಿ ಸೀನಿಯರ್ ಮ್ಯಾನೇಜರ್ ಸ್ಯಾಮ್ಯುಯಲ್ ರಾಯ್, ಜಿಲ್ಲಾ ಆಧಾರ್ ಸಂಯೋಜಕ ರುದ್ರೇಶ ಎಂ., ಯುಐಡಿಎಐ ಪ್ರೊಜೆಕ್ಟ್ ಮ್ಯಾನೇಜರ್ ಪಿಎಂ ಕುಮಾರ್ ಉಪಸ್ಥಿತರಿದ್ದರು.	[1074, 1815, 1536, 2017]
date-english: 1 JANUARY 2026	[152, 87, 358, 112]
route2-text: ನವಲಗುಂದದಿಂದ ಹೊರಡುವ ಬಸ್ಸುಗಳು ಅಳಗವಾಡಿ, ಹಂಚಿನಾಳ, ಹಿರೇಕುಂಬಿ ಮಾರ್ಗವಾಗಿ ಸಂಚರಿಸುತ್ತವೆ.	[177, 1350, 593, 1365]
